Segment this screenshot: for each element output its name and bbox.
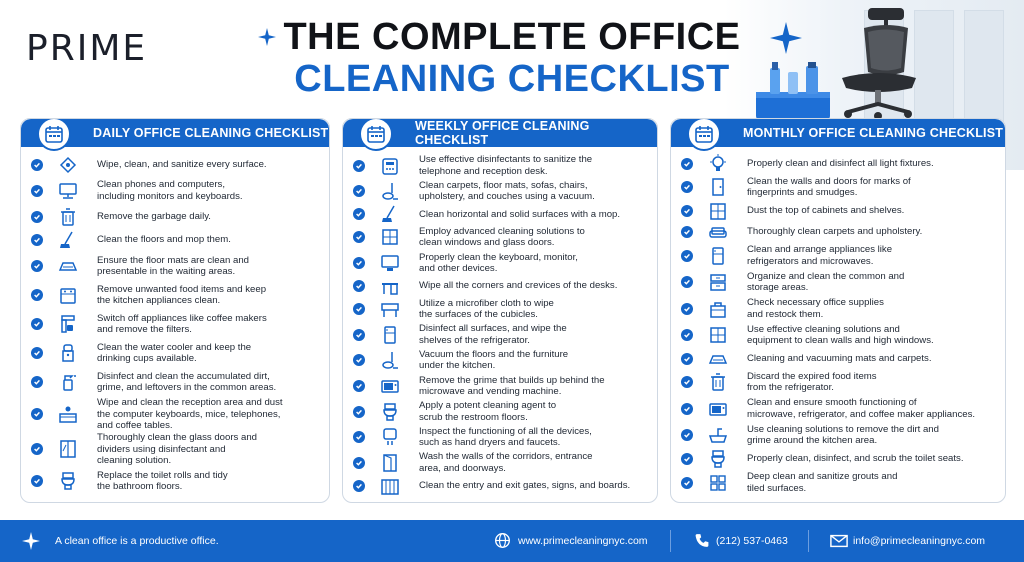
checklist-item-text — [419, 226, 651, 249]
sparkle-icon — [258, 28, 276, 46]
checklist-item-text — [747, 176, 999, 199]
checklist-item-line: Disinfect all surfaces, and wipe the — [419, 323, 567, 335]
checklist-item-line: Organize and clean the common and — [747, 270, 905, 282]
refrigerator-icon — [379, 324, 401, 346]
storage-icon — [707, 271, 729, 293]
checklist-item-line: Switch off appliances like coffee makers — [97, 312, 267, 324]
check-icon — [31, 260, 43, 272]
mat-icon — [57, 255, 79, 277]
checklist-item — [21, 368, 329, 397]
checklist-item-line: microwave and vending machine. — [419, 385, 562, 397]
sofa-icon — [707, 221, 729, 243]
checklist-item — [671, 200, 1005, 221]
checklist-item-text — [97, 211, 323, 222]
gate-icon — [379, 475, 401, 497]
checklist-item — [343, 399, 657, 425]
checklist-item-text — [747, 297, 999, 320]
checklist-item — [21, 432, 329, 467]
checklist-item-line: grime around the kitchen area. — [747, 435, 878, 447]
checklist-items — [671, 153, 1005, 498]
checklist-item-text — [97, 470, 323, 493]
checklist-item-line: Remove unwanted food items and keep — [97, 283, 267, 295]
checklist-item-line: Clean carpets, floor mats, sofas, chairs, — [419, 180, 588, 192]
checklist-item-line: Inspect the functioning of all the devices, — [419, 425, 592, 437]
footer — [0, 520, 1024, 562]
checklist-item — [671, 396, 1005, 422]
checklist-item-text — [97, 397, 323, 431]
checklist-item-text — [97, 255, 323, 278]
window-icon — [707, 324, 729, 346]
checklist-item-text — [419, 280, 651, 291]
mop-icon — [57, 229, 79, 251]
panel-header — [21, 119, 329, 147]
checklist-item-text — [747, 158, 999, 169]
checklist-item-line: Apply a potent cleaning agent to — [419, 400, 557, 412]
check-icon — [681, 181, 693, 193]
checklist-item-line: the surfaces of the cubicles. — [419, 309, 538, 321]
phone-icon — [694, 532, 710, 549]
checklist-item-text — [419, 426, 651, 449]
checklist-item — [343, 276, 657, 296]
checklist-item-text — [419, 209, 651, 220]
checklist-item-line: Clean the floors and mop them. — [97, 234, 231, 246]
checklist-item — [671, 174, 1005, 200]
toilet-icon — [57, 470, 79, 492]
microwave-icon — [379, 375, 401, 397]
check-icon — [31, 443, 43, 455]
glass-door-icon — [57, 438, 79, 460]
checklist-item-line: Check necessary office supplies — [747, 297, 884, 309]
checklist-item-line: drinking cups available. — [97, 353, 197, 365]
checklist-item-line: and coffee tables. — [97, 420, 173, 432]
coffee-maker-icon — [57, 313, 79, 335]
checklist-item — [343, 348, 657, 374]
check-icon — [353, 406, 365, 418]
checklist-item — [343, 322, 657, 348]
check-icon — [353, 480, 365, 492]
checklist-item-line: Wipe all the corners and crevices of the desks. — [419, 280, 618, 292]
checklist-item — [21, 252, 329, 281]
checklist-item — [21, 205, 329, 228]
check-icon — [31, 475, 43, 487]
footer-email-link[interactable]: info@primecleaningnyc.com — [853, 535, 986, 547]
microwave-icon — [707, 398, 729, 420]
checklist-item-text — [419, 375, 651, 398]
checklist-item-text — [747, 226, 999, 237]
checklist-item-text — [747, 424, 999, 447]
checklist-item — [21, 339, 329, 368]
check-icon — [31, 376, 43, 388]
check-icon — [681, 353, 693, 365]
monthly-checklist-panel — [670, 118, 1006, 503]
check-icon — [681, 429, 693, 441]
checklist-item — [21, 281, 329, 310]
supplies-icon — [707, 298, 729, 320]
check-icon — [353, 457, 365, 469]
checklist-item-text — [97, 159, 323, 170]
checklist-item-line: tiled surfaces. — [747, 482, 807, 494]
checklist-item-line: under the kitchen. — [419, 360, 496, 372]
checklist-item — [671, 295, 1005, 321]
checklist-item-text — [419, 298, 651, 321]
checklist-item-line: Disinfect and clean the accumulated dirt, — [97, 370, 270, 382]
sparkle-icon — [770, 22, 802, 54]
trash-icon — [707, 371, 729, 393]
check-icon — [31, 347, 43, 359]
page-title-line2: CLEANING CHECKLIST — [294, 58, 730, 100]
footer-phone-link[interactable]: (212) 537-0463 — [716, 535, 788, 547]
brand-logo: PRIME — [26, 28, 148, 69]
checklist-item-line: Replace the toilet rolls and tidy — [97, 470, 228, 482]
check-icon — [353, 303, 365, 315]
check-icon — [681, 303, 693, 315]
check-icon — [31, 211, 43, 223]
checklist-item-line: Clean and ensure smooth functioning of — [747, 397, 917, 409]
checklist-item-line: Ensure the floor mats are clean and — [97, 254, 249, 266]
checklist-item-text — [419, 349, 651, 372]
toilet-icon — [707, 448, 729, 470]
checklist-item-text — [747, 397, 999, 420]
checklist-item-line: the computer keyboards, mice, telephones, — [97, 408, 281, 420]
checklist-item-line: and other devices. — [419, 263, 498, 275]
checklist-item-text — [747, 453, 999, 464]
checklist-item-line: area, and doorways. — [419, 462, 506, 474]
check-icon — [31, 185, 43, 197]
checklist-item — [21, 467, 329, 496]
desk-icon — [379, 275, 401, 297]
checklist-item-line: Dust the top of cabinets and shelves. — [747, 205, 905, 217]
reception-desk-icon — [57, 403, 79, 425]
panel-header — [671, 119, 1005, 147]
check-icon — [31, 289, 43, 301]
checklist-item-line: fingerprints and smudges. — [747, 187, 858, 199]
monitor-icon — [379, 252, 401, 274]
tiles-icon — [707, 472, 729, 494]
checklist-item-line: clean windows and glass doors. — [419, 237, 555, 249]
check-icon — [353, 185, 365, 197]
checklist-item — [21, 228, 329, 251]
checklist-item-line: storage areas. — [747, 282, 809, 294]
door-icon — [707, 176, 729, 198]
check-icon — [353, 431, 365, 443]
checklist-item-text — [419, 252, 651, 275]
checklist-item-line: the kitchen appliances clean. — [97, 295, 221, 307]
check-icon — [681, 453, 693, 465]
checklist-item-line: Clean phones and computers, — [97, 179, 225, 191]
checklist-item-line: telephone and reception desk. — [419, 165, 548, 177]
check-icon — [353, 208, 365, 220]
checklist-item-text — [97, 234, 323, 245]
checklist-item — [343, 204, 657, 224]
checklist-item-line: Remove the garbage daily. — [97, 211, 211, 223]
checklist-item — [671, 422, 1005, 448]
checklist-item-line: Clean and arrange appliances like — [747, 244, 893, 256]
checklist-item-text — [747, 244, 999, 267]
check-icon — [31, 408, 43, 420]
check-icon — [681, 250, 693, 262]
checklist-item-line: dividers using disinfectant and — [97, 443, 226, 455]
checklist-item-line: Employ advanced cleaning solutions to — [419, 226, 585, 238]
office-chair-icon — [828, 8, 928, 120]
vacuum-icon — [379, 180, 401, 202]
check-icon — [31, 234, 43, 246]
mop-icon — [379, 203, 401, 225]
checklist-item — [671, 470, 1005, 496]
checklist-item-line: Remove the grime that builds up behind the — [419, 374, 605, 386]
refrigerator-icon — [707, 245, 729, 267]
checklist-item — [343, 225, 657, 251]
checklist-item — [671, 322, 1005, 348]
calendar-icon — [359, 118, 393, 151]
check-icon — [353, 257, 365, 269]
check-icon — [681, 226, 693, 238]
checklist-item — [21, 397, 329, 432]
check-icon — [681, 329, 693, 341]
checklist-item-text — [747, 353, 999, 364]
checklist-item-text — [419, 154, 651, 177]
check-icon — [353, 160, 365, 172]
checklist-item-line: Use effective disinfectants to sanitize the — [419, 154, 593, 166]
mail-icon — [830, 534, 848, 548]
checklist-item-line: Thoroughly clean the glass doors and — [97, 432, 257, 444]
checklist-item-text — [97, 432, 323, 466]
checklist-item-line: cleaning solution. — [97, 455, 172, 467]
checklist-item-line: Clean the water cooler and keep the — [97, 341, 252, 353]
check-icon — [31, 318, 43, 330]
footer-website-link[interactable]: www.primecleaningnyc.com — [518, 535, 648, 547]
kitchen-icon — [57, 284, 79, 306]
panel-title: MONTHLY OFFICE CLEANING CHECKLIST — [743, 126, 1004, 140]
checklist-item-line: Vacuum the floors and the furniture — [419, 348, 569, 360]
check-icon — [681, 276, 693, 288]
check-icon — [353, 280, 365, 292]
sparkle-icon — [22, 532, 40, 550]
page-title-line1: THE COMPLETE OFFICE — [283, 16, 741, 58]
calendar-icon — [37, 118, 71, 151]
checklist-item — [343, 250, 657, 276]
mat-icon — [707, 348, 729, 370]
daily-checklist-panel — [20, 118, 330, 503]
checklist-item — [343, 424, 657, 450]
checklist-item-line: Clean the entry and exit gates, signs, and boards. — [419, 480, 631, 492]
checklist-item — [21, 176, 329, 205]
check-icon — [681, 158, 693, 170]
panel-title: WEEKLY OFFICE CLEANING CHECKLIST — [415, 119, 590, 147]
checklist-item-line: and restock them. — [747, 308, 824, 320]
checklist-item-line: Wipe and clean the reception area and dust — [97, 397, 283, 409]
checklist-item-line: including monitors and keyboards. — [97, 190, 243, 202]
checklist-item-line: Clean the walls and doors for marks of — [747, 175, 911, 187]
checklist-item-line: Utilize a microfiber cloth to wipe — [419, 297, 554, 309]
checklist-item-text — [747, 271, 999, 294]
checklist-item-text — [747, 471, 999, 494]
check-icon — [681, 376, 693, 388]
checklist-item-line: Use effective cleaning solutions and — [747, 323, 900, 335]
panel-header — [343, 119, 657, 147]
check-icon — [353, 231, 365, 243]
checklist-item-line: from the refrigerator. — [747, 382, 834, 394]
checklist-item — [343, 450, 657, 476]
checklist-item — [21, 310, 329, 339]
checklist-item — [671, 348, 1005, 369]
cleaning-supplies-icon — [748, 62, 838, 122]
spray-bottle-icon — [57, 371, 79, 393]
checklist-item — [343, 153, 657, 179]
checklist-item-line: Thoroughly clean carpets and upholstery. — [747, 226, 923, 238]
checklist-item-text — [747, 371, 999, 394]
checklist-item-text — [419, 480, 651, 491]
checklist-item-line: and remove the filters. — [97, 324, 192, 336]
checklist-item-text — [97, 284, 323, 307]
checklist-item-line: shelves of the refrigerator. — [419, 334, 530, 346]
checklist-item-line: refrigerators and microwaves. — [747, 255, 874, 267]
checklist-item-text — [419, 323, 651, 346]
kitchen-sink-icon — [707, 424, 729, 446]
checklist-item — [671, 449, 1005, 470]
checklist-item-line: Clean horizontal and solid surfaces with a mop. — [419, 208, 621, 220]
checklist-item-line: Use cleaning solutions to remove the dirt and — [747, 423, 939, 435]
checklist-item-line: Wipe, clean, and sanitize every surface. — [97, 158, 267, 170]
cabinet-icon — [707, 200, 729, 222]
check-icon — [681, 403, 693, 415]
checklist-item-line: scrub the restroom floors. — [419, 411, 528, 423]
checklist-item — [671, 369, 1005, 395]
checklist-item — [671, 222, 1005, 243]
hand-dryer-icon — [379, 426, 401, 448]
checklist-item — [671, 153, 1005, 174]
checklist-item-text — [97, 371, 323, 394]
checklist-item-text — [97, 313, 323, 336]
checklist-item-line: Wash the walls of the corridors, entrance — [419, 451, 593, 463]
checklist-item-line: such as hand dryers and faucets. — [419, 437, 561, 449]
checklist-item-text — [97, 179, 323, 202]
checklist-item — [671, 243, 1005, 269]
checklist-item-line: the bathroom floors. — [97, 481, 183, 493]
checklist-item — [343, 296, 657, 322]
checklist-item-text — [419, 400, 651, 423]
window-icon — [379, 226, 401, 248]
checklist-item-text — [419, 451, 651, 474]
checklist-item-line: Deep clean and sanitize grouts and — [747, 471, 898, 483]
checklist-item-line: upholstery, and couches using a vacuum. — [419, 191, 595, 203]
check-icon — [353, 329, 365, 341]
check-icon — [353, 354, 365, 366]
check-icon — [681, 205, 693, 217]
checklist-item-line: Discard the expired food items — [747, 371, 877, 383]
checklist-items — [21, 153, 329, 498]
checklist-item — [671, 269, 1005, 295]
water-cooler-icon — [57, 342, 79, 364]
toilet-icon — [379, 401, 401, 423]
computer-icon — [57, 180, 79, 202]
checklist-item-line: grime, and leftovers in the common areas. — [97, 382, 277, 394]
panel-title: DAILY OFFICE CLEANING CHECKLIST — [93, 126, 329, 140]
checklist-item-line: equipment to clean walls and high windows. — [747, 335, 934, 346]
hand-spray-icon — [57, 154, 79, 176]
telephone-icon — [379, 155, 401, 177]
checklist-item — [343, 373, 657, 399]
footer-tagline: A clean office is a productive office. — [55, 535, 219, 547]
checklist-item-line: Properly clean the keyboard, monitor, — [419, 251, 578, 263]
checklist-item-text — [747, 324, 999, 347]
trash-icon — [57, 206, 79, 228]
doorway-icon — [379, 452, 401, 474]
checklist-item-text — [747, 205, 999, 216]
checklist-item — [343, 476, 657, 496]
weekly-checklist-panel — [342, 118, 658, 503]
check-icon — [353, 380, 365, 392]
vacuum-icon — [379, 349, 401, 371]
checklist-items — [343, 153, 657, 498]
check-icon — [681, 477, 693, 489]
checklist-item-text — [97, 342, 323, 365]
checklist-item-line: microwave, refrigerator, and coffee maker appliances. — [747, 408, 976, 420]
light-bulb-icon — [707, 153, 729, 175]
checklist-item-line: Cleaning and vacuuming mats and carpets. — [747, 353, 932, 365]
cubicle-icon — [379, 298, 401, 320]
calendar-icon — [687, 118, 721, 151]
check-icon — [31, 159, 43, 171]
checklist-item-text — [419, 180, 651, 203]
checklist-item-line: Properly clean and disinfect all light fixtures. — [747, 157, 934, 169]
checklist-item — [21, 153, 329, 176]
globe-icon — [494, 532, 511, 549]
checklist-item — [343, 179, 657, 205]
checklist-item-line: presentable in the waiting areas. — [97, 266, 236, 278]
checklist-item-line: Properly clean, disinfect, and scrub the toilet seats. — [747, 453, 964, 465]
